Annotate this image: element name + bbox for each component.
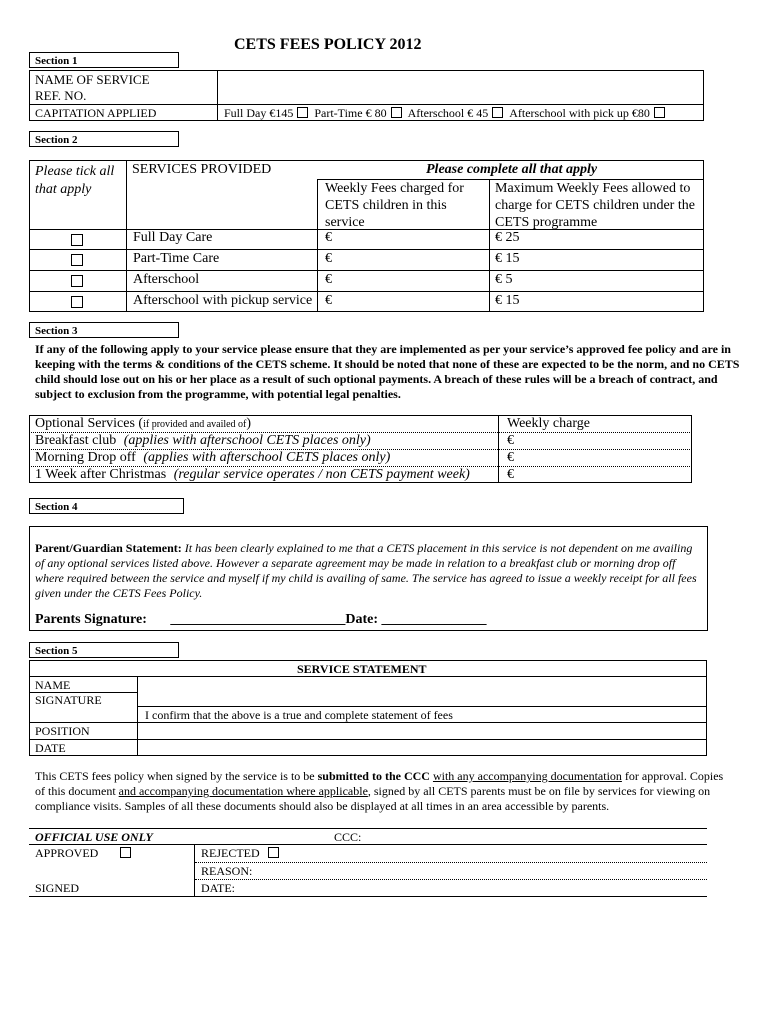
weekly-charge-cell[interactable]: € (507, 433, 514, 448)
parent-signature-line[interactable]: _________________________ (170, 612, 346, 627)
rejected-checkbox[interactable] (268, 847, 279, 858)
weekly-fees-header: Weekly Fees charged for CETS children in this service (325, 181, 464, 230)
optional-service-row: 1 Week after Christmas (regular service operates / non CETS payment week) (35, 467, 470, 482)
max-fee-cell: € 25 (495, 230, 520, 245)
full-day-checkbox[interactable] (297, 107, 308, 118)
weekly-charge-cell[interactable]: € (507, 467, 514, 482)
tick-all-label: Please tick all that apply (35, 164, 115, 197)
approved-checkbox[interactable] (120, 847, 131, 858)
optional-service-row: Breakfast club (applies with afterschool CETS places only) (35, 433, 371, 448)
section-3-label: Section 3 (29, 322, 179, 338)
statement-position-field[interactable] (139, 723, 705, 738)
weekly-charge-header: Weekly charge (507, 416, 590, 431)
weekly-fee-cell[interactable]: € (325, 272, 332, 287)
section-2-label: Section 2 (29, 131, 179, 147)
name-of-service-field[interactable] (219, 71, 703, 87)
signed-label: SIGNED (35, 881, 79, 895)
parent-date-line[interactable]: _______________ (381, 612, 487, 627)
part-time-care-checkbox[interactable] (71, 254, 83, 266)
max-fee-cell: € 15 (495, 251, 520, 266)
service-row-label: Full Day Care (133, 230, 213, 245)
max-fee-cell: € 5 (495, 272, 513, 287)
afterschool-pickup-checkbox[interactable] (654, 107, 665, 118)
service-row-label: Afterschool with pickup service (133, 293, 313, 308)
capitation-options: Full Day €145 Part-Time € 80 Afterschool € 45 Afterschool with pick up €80 (224, 106, 665, 121)
weekly-charge-cell[interactable]: € (507, 450, 514, 465)
capitation-applied-label: CAPITATION APPLIED (35, 106, 157, 120)
full-day-care-checkbox[interactable] (71, 234, 83, 246)
afterschool-service-checkbox[interactable] (71, 275, 83, 287)
section-5-label: Section 5 (29, 642, 179, 658)
max-fee-cell: € 15 (495, 293, 520, 308)
section-4-label: Section 4 (29, 498, 184, 514)
optional-services-header: Optional Services (if provided and availed of) (35, 416, 252, 431)
confirm-statement: I confirm that the above is a true and complete statement of fees (145, 708, 453, 722)
service-row-label: Part-Time Care (133, 251, 220, 266)
weekly-fee-cell[interactable]: € (325, 293, 332, 308)
submission-note: This CETS fees policy when signed by the service is to be submitted to the CCC with any accompanying documentation for approval. Copies of this document and accompanying documentation where applicable, signed by all CETS parents must be on file by services for viewing on compliance visits. Samples of all these documents should also be displayed at all times in an area accessible by parents. (35, 769, 724, 813)
statement-name-label: NAME (35, 678, 71, 692)
service-statement-header: SERVICE STATEMENT (297, 662, 427, 676)
complete-all-header: Please complete all that apply (426, 162, 598, 177)
optional-service-row: Morning Drop off (applies with afterschool CETS places only) (35, 450, 391, 465)
afterschool-pickup-service-checkbox[interactable] (71, 296, 83, 308)
weekly-fee-cell[interactable]: € (325, 230, 332, 245)
part-time-checkbox[interactable] (391, 107, 402, 118)
statement-date-label: DATE (35, 741, 66, 755)
official-date-label: DATE: (201, 881, 235, 895)
parent-statement: Parent/Guardian Statement: It has been clearly explained to me that a CETS placement in this service is not dependent on me availing of any optional services listed above. However a separate agreement may be made in relation to a breakfast club or morning drop off where required between the service and myself if my child is availing of same. The service has agreed to issue a weekly receipt for all fees given under the CETS Fees Policy. (35, 541, 697, 600)
service-row-label: Afterschool (133, 272, 200, 287)
section-1-label: Section 1 (29, 52, 179, 68)
max-weekly-fees-header: Maximum Weekly Fees allowed to charge for CETS children under the CETS programme (495, 181, 695, 230)
rejected-label: REJECTED (201, 846, 279, 861)
statement-position-label: POSITION (35, 724, 90, 738)
statement-name-field[interactable] (139, 677, 705, 705)
section-3-notice: If any of the following apply to your service please ensure that they are implemented as per your service’s approved fee policy and are in keeping with the terms & conditions of the CETS scheme. It should be noted that none of these are expected to be the norm, and no CETS child should lose out on his or her place as a result of such optional payments. A breach of these rules will be a breach of contract, and subject to exclusion from the programme, with potential legal penalties. (35, 342, 740, 401)
reason-label: REASON: (201, 864, 253, 878)
page-title: CETS FEES POLICY 2012 (234, 36, 422, 53)
approved-label: APPROVED (35, 846, 131, 861)
statement-date-field[interactable] (139, 740, 705, 755)
official-use-title: OFFICIAL USE ONLY (35, 830, 153, 844)
weekly-fee-cell[interactable]: € (325, 251, 332, 266)
name-of-service-label: NAME OF SERVICE (35, 72, 150, 87)
ccc-label: CCC: (334, 830, 362, 844)
services-provided-header: SERVICES PROVIDED (132, 162, 272, 177)
afterschool-checkbox[interactable] (492, 107, 503, 118)
ref-no-label: REF. NO. (35, 88, 87, 103)
signature-row: Parents Signature: _________________________Date: _______________ (35, 612, 487, 627)
ref-no-field[interactable] (219, 88, 703, 103)
statement-signature-label: SIGNATURE (35, 693, 102, 707)
